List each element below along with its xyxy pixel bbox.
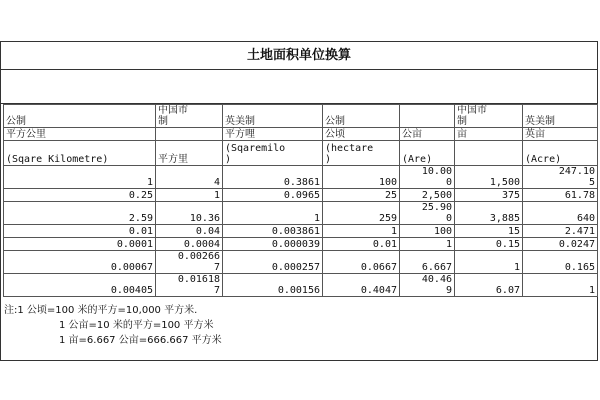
table-cell: 0.25 xyxy=(4,189,156,202)
table-cell: 0.0004 xyxy=(156,238,223,251)
table-cell: 247.10 5 xyxy=(523,166,598,189)
table-cell: 1,500 xyxy=(455,166,523,189)
table-cell: 0.04 xyxy=(156,225,223,238)
conversion-table xyxy=(3,104,598,297)
header-cell: 公亩 xyxy=(400,128,455,141)
table-row xyxy=(4,166,598,189)
table-row xyxy=(4,251,598,274)
table-cell: 15 xyxy=(455,225,523,238)
header-cell: 英美制 xyxy=(223,105,323,128)
header-cell: (Are) xyxy=(400,141,455,166)
table-cell: 61.78 xyxy=(523,189,598,202)
table-cell: 10.36 xyxy=(156,202,223,225)
table-cell: 100 xyxy=(323,166,400,189)
table-cell: 6.07 xyxy=(455,274,523,297)
header-cell: 中国市 制 xyxy=(455,105,523,128)
header-cell: (Sqare Kilometre) xyxy=(4,141,156,166)
table-cell: 0.0667 xyxy=(323,251,400,274)
table-cell: 25 xyxy=(323,189,400,202)
header-cell: 平方哩 xyxy=(223,128,323,141)
table-cell: 0.00405 xyxy=(4,274,156,297)
table-cell: 0.01 xyxy=(4,225,156,238)
table-cell: 1 xyxy=(323,225,400,238)
header-cell: 公顷 xyxy=(323,128,400,141)
table-cell: 10.00 0 xyxy=(400,166,455,189)
table-cell: 0.00156 xyxy=(223,274,323,297)
notes xyxy=(1,297,597,348)
table-cell: 6.667 xyxy=(400,251,455,274)
header-cell: 公制 xyxy=(323,105,400,128)
table-cell: 259 xyxy=(323,202,400,225)
header-row xyxy=(4,141,598,166)
page-title: 土地面积单位换算 xyxy=(1,42,597,70)
table-cell: 0.003861 xyxy=(223,225,323,238)
table-cell: 0.165 xyxy=(523,251,598,274)
header-cell: (Sqaremilo ) xyxy=(223,141,323,166)
table-cell: 0.0965 xyxy=(223,189,323,202)
table-row xyxy=(4,189,598,202)
table-cell: 0.0001 xyxy=(4,238,156,251)
table-cell: 3,885 xyxy=(455,202,523,225)
header-cell xyxy=(400,105,455,128)
table-cell: 1 xyxy=(223,202,323,225)
table-cell: 375 xyxy=(455,189,523,202)
table-cell: 1 xyxy=(156,189,223,202)
header-row xyxy=(4,105,598,128)
table-cell: 0.3861 xyxy=(223,166,323,189)
table-row xyxy=(4,202,598,225)
header-cell: 平方公里 xyxy=(4,128,156,141)
table-cell: 0.000039 xyxy=(223,238,323,251)
table-cell: 0.15 xyxy=(455,238,523,251)
table-cell: 40.46 9 xyxy=(400,274,455,297)
table-cell: 4 xyxy=(156,166,223,189)
header-cell xyxy=(156,128,223,141)
header-cell: 英亩 xyxy=(523,128,598,141)
table-cell: 0.0247 xyxy=(523,238,598,251)
header-cell: (Acre) xyxy=(523,141,598,166)
table-cell: 2.471 xyxy=(523,225,598,238)
table-cell: 1 xyxy=(455,251,523,274)
table-row xyxy=(4,225,598,238)
table-cell: 2.59 xyxy=(4,202,156,225)
table-cell: 0.01618 7 xyxy=(156,274,223,297)
header-cell: 亩 xyxy=(455,128,523,141)
header-cell: 公制 xyxy=(4,105,156,128)
table-cell: 0.01 xyxy=(323,238,400,251)
title-spacer xyxy=(1,70,597,104)
header-cell: 英美制 xyxy=(523,105,598,128)
table-cell: 25.90 0 xyxy=(400,202,455,225)
note-line-1: 注:1 公顷=100 米的平方=10,000 平方米. xyxy=(4,305,198,316)
table-cell: 0.00067 xyxy=(4,251,156,274)
note-line-2: 1 公亩=10 米的平方=100 平方米 xyxy=(59,320,214,331)
header-cell: 平方里 xyxy=(156,141,223,166)
table-cell: 1 xyxy=(523,274,598,297)
table-row xyxy=(4,274,598,297)
table-cell: 1 xyxy=(4,166,156,189)
header-cell xyxy=(455,141,523,166)
table-cell: 0.4047 xyxy=(323,274,400,297)
table-cell: 0.000257 xyxy=(223,251,323,274)
header-row xyxy=(4,128,598,141)
conversion-document xyxy=(0,41,598,361)
table-cell: 0.00266 7 xyxy=(156,251,223,274)
header-cell: (hectare ) xyxy=(323,141,400,166)
header-cell: 中国市 制 xyxy=(156,105,223,128)
table-body xyxy=(4,105,598,297)
table-cell: 1 xyxy=(400,238,455,251)
table-cell: 2,500 xyxy=(400,189,455,202)
table-cell: 100 xyxy=(400,225,455,238)
note-line-3: 1 亩=6.667 公亩=666.667 平方米 xyxy=(59,335,222,346)
table-cell: 640 xyxy=(523,202,598,225)
table-row xyxy=(4,238,598,251)
